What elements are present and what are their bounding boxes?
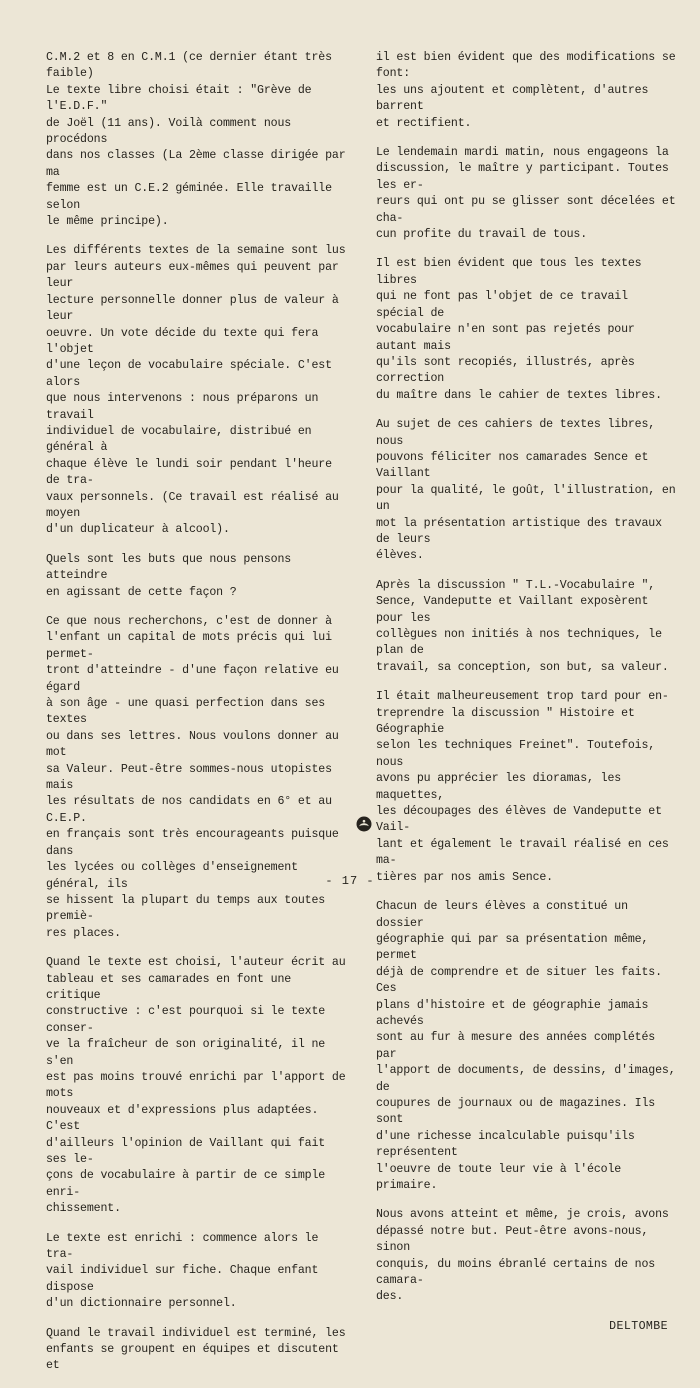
left-paragraph-6: Le texte est enrichi : commence alors le tra- vail individuel sur fiche. Chaque enfant dispose d'un dictionnaire personnel. [46,1231,319,1311]
left-paragraph-3: Quels sont les buts que nous pensons atteindre en agissant de cette façon ? [46,552,292,599]
right-paragraph-2: Le lendemain mardi matin, nous engageons la discussion, le maître y participant. Toutes les er- reurs qui ont pu se glisser sont décelées et cha- cun profite du travail de tous. [376,146,676,242]
left-paragraph-2: Les différents textes de la semaine sont lus par leurs auteurs eux-mêmes qui peuvent par leur lecture personnelle donner plus de valeur à leur oeuvre. Un vote décide du texte qui fera l'objet d'une leçon de vocabulaire spéciale. C'est alors que nous intervenons : nous préparons un travail individuel de vocabulaire, distribué en général à chaque élève le lundi soir pendant l'heure de tra- vaux personnels. (Ce travail est réalisé au moyen d'un duplicateur à alcool). [46,244,346,537]
page-number: - 17 - [325,874,375,888]
right-paragraph-8: Nous avons atteint et même, je crois, avons dépassé notre but. Peut-être avons-nous, sinon conquis, du moins ébranlé certains de nos camara- des. [376,1208,669,1304]
right-paragraph-4: Au sujet de ces cahiers de textes libres, nous pouvons féliciter nos camarades Sence et Vaillant pour la qualité, le goût, l'illustration, en un mot la présentation artistique des travaux de leurs élèves. [376,418,676,563]
right-paragraph-3: Il est bien évident que tous les textes libres qui ne font pas l'objet de ce travail spécial de vocabulaire n'en sont pas rejetés pour autant mais qu'ils sont recopiés, illustrés, après correction du maître dans le cahier de textes libres. [376,257,662,402]
left-column [46,50,346,1388]
freinet-emblem-icon [356,816,372,832]
left-paragraph-7: Quand le travail individuel est terminé, les enfants se groupent en équipes et discutent et [46,1326,346,1373]
right-paragraph-5: Après la discussion " T.L.-Vocabulaire ", Sence, Vandeputte et Vaillant exposèrent pour les collègues non initiés à nos techniques, le plan de travail, sa conception, son but, sa valeur. [376,578,669,674]
author-signature: DELTOMBE [609,1319,668,1333]
right-column [376,50,676,1335]
right-paragraph-7: Chacun de leurs élèves a constitué un dossier géographie qui par sa présentation même, permet déjà de comprendre et de situer les faits. Ces plans d'histoire et de géographie jamais achevés sont au fur à mesure des années complétés par l'apport de documents, de dessins, d'images, de coupures de journaux ou de magazines. Ils sont d'une richesse incalculable puisqu'ils représentent l'oeuvre de toute leur vie à l'école primaire. [376,900,676,1192]
left-paragraph-4: Ce que nous recherchons, c'est de donner à l'enfant un capital de mots précis qui lui permet- tront d'atteindre - d'une façon relative eu égard à son âge - une quasi perfection dans ses textes ou dans ses lettres. Nous voulons donner au mot sa Valeur. Peut-être sommes-nous utopistes mais les résultats de nos candidats en 6° et au C.E.P. en français sont très encourageants puisque dans les lycées ou collèges d'enseignement général, ils se hissent la plupart du temps aux toutes premiè- res places. [46,615,339,940]
right-paragraph-1: il est bien évident que des modifications se font: les uns ajoutent et complètent, d'autres barrent et rectifient. [376,51,676,130]
left-paragraph-5: Quand le texte est choisi, l'auteur écrit au tableau et ses camarades en font une critique constructive : c'est pourquoi si le texte conser- ve la fraîcheur de son originalité, il ne s'en est pas moins trouvé enrichi par l'apport de mots nouveaux et d'expressions plus adaptées. C'est d'ailleurs l'opinion de Vaillant qui fait ses le- çons de vocabulaire à partir de ce simple enri- chissement. [46,956,346,1216]
left-paragraph-1: C.M.2 et 8 en C.M.1 (ce dernier étant très faible) Le texte libre choisi était : "Grève de l'E.D.F." de Joël (11 ans). Voilà comment nous procédons dans nos classes (La 2ème classe dirigée par ma femme est un C.E.2 géminée. Elle travaille selon le même principe). [46,51,346,229]
right-paragraph-6: Il était malheureusement trop tard pour en- treprendre la discussion " Histoire et Géographie selon les techniques Freinet". Toutefois, nous avons pu apprécier les dioramas, les maquettes, les découpages des élèves de Vandeputte et Vail- lant et également le travail réalisé en ces ma- tières par nos amis Sence. [376,690,669,884]
